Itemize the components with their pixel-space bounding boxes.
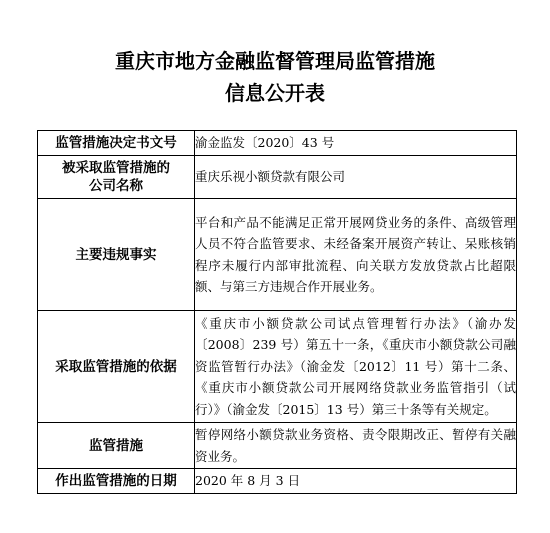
row-value: 平台和产品不能满足正常开展网贷业务的条件、高级管理人员不符合监管要求、未经备案开展资产转让、呆账核销程序未履行内部审批流程、向关联方发放贷款占比超限额、与第三方违规合作开展业务。: [195, 199, 517, 311]
document-title-line-2: 信息公开表: [225, 81, 325, 105]
row-label: [38, 131, 195, 156]
row-value: 《重庆市小额贷款公司试点管理暂行办法》（渝办发〔2008〕239 号）第五十一条，《重庆市小额贷款公司融资监管暂行办法》（渝金发〔2012〕11 号）第十二条、《重庆市小额贷款公司开展网络贷款业务监管指引（试行）》（渝金发〔2015〕13 号）第三十条等有关规定。: [195, 311, 517, 423]
row-value: 重庆乐视小额贷款有限公司: [195, 156, 517, 199]
table-row-legal-basis: [38, 311, 517, 423]
row-label-line: 作出监管措施的日期: [55, 473, 177, 489]
disclosure-table: [37, 130, 517, 494]
table-row-company-name: [38, 156, 517, 199]
row-label-line: 监管措施: [89, 437, 143, 454]
table-row-decision-date: [38, 469, 517, 494]
row-value: 渝金监发〔2020〕43 号: [195, 131, 517, 156]
row-value: 2020 年 8 月 3 日: [195, 469, 517, 494]
document-title-line-1: 重庆市地方金融监督管理局监管措施: [115, 49, 435, 73]
row-label-line: 公司名称: [89, 178, 143, 194]
row-value: 暂停网络小额贷款业务资格、责令限期改正、暂停有关融资业务。: [195, 423, 517, 469]
table-row-measures: [38, 423, 517, 469]
row-label-line: 被采取监管措施的: [62, 160, 170, 176]
row-label: [38, 156, 195, 199]
row-label-line: 监管措施决定书文号: [55, 135, 177, 151]
row-label: [38, 469, 195, 494]
row-label-line: 主要违规事实: [75, 246, 157, 263]
table-row-decision-number: [38, 131, 517, 156]
row-label: [38, 423, 195, 469]
row-label: [38, 199, 195, 311]
table-row-violations: [38, 199, 517, 311]
row-label: [38, 311, 195, 423]
row-label-line: 采取监管措施的依据: [55, 358, 177, 375]
